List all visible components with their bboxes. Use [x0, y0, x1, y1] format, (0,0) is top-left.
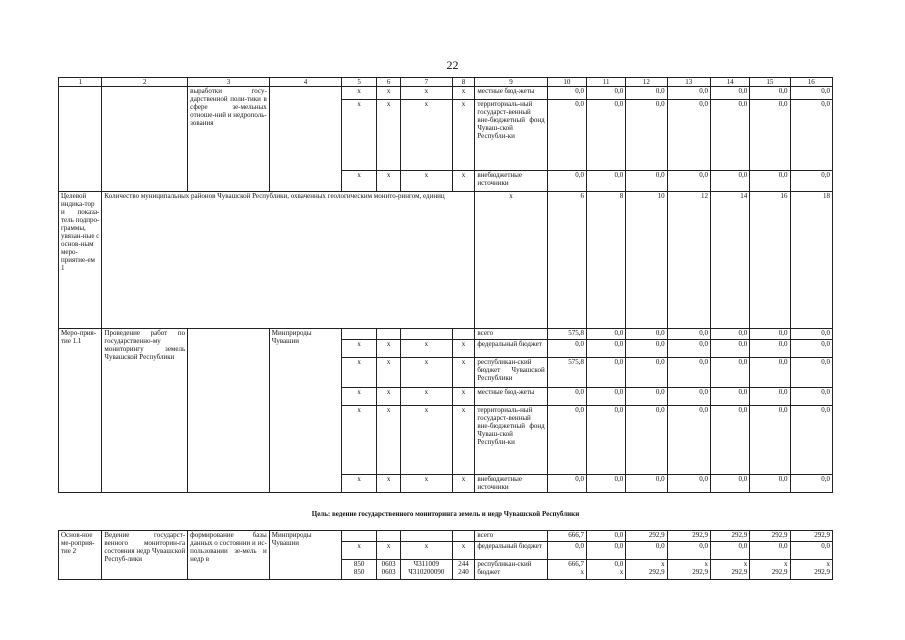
value-cell: 666,7 x	[547, 560, 586, 580]
value-cell: 0,0	[790, 340, 832, 358]
value-cell: 0,0	[710, 475, 749, 493]
value-cell: 0,0	[626, 100, 667, 171]
value-cell: 0,0	[790, 329, 832, 340]
indicator-row	[59, 192, 833, 329]
main-activity-description: формирование базы данных о состоянии и ис-пользовании зе-мель и недр в	[188, 531, 270, 580]
value-cell: 0,0	[750, 87, 790, 100]
value-cell: 0,0	[710, 406, 749, 475]
kbk-cell: 850 850	[342, 560, 377, 580]
column-number: 9	[475, 78, 547, 87]
kbk-cell: x	[401, 542, 453, 560]
value-cell: 0,0	[586, 100, 625, 171]
kbk-cell	[377, 531, 401, 542]
value-cell: 0,0	[710, 171, 749, 192]
value-cell: 0,0	[667, 358, 710, 388]
kbk-cell: x	[401, 388, 453, 406]
kbk-cell	[342, 329, 377, 340]
page-number: 22	[446, 58, 459, 72]
value-cell: 0,0	[750, 406, 790, 475]
value-cell: 0,0	[667, 100, 710, 171]
value-cell: 0,0	[667, 542, 710, 560]
indicator-value: 18	[790, 192, 832, 329]
table-row	[59, 531, 833, 542]
value-cell: x 292,9	[790, 560, 832, 580]
value-cell: 0,0	[626, 87, 667, 100]
value-cell: 0,0	[547, 475, 586, 493]
value-cell: 292,9	[710, 531, 749, 542]
funding-source-cell: территориаль-ный государст-венный вне-бюджетный фонд Чуваш-ской Республи-ки	[475, 100, 547, 171]
measure-title: Проведение работ по государственно-му мониторингу земель Чувашской Республики	[102, 329, 188, 493]
kbk-cell: x	[452, 542, 475, 560]
value-cell: 0,0	[790, 100, 832, 171]
kbk-cell: x	[377, 406, 401, 475]
funding-source-cell: местные бюд-жеты	[475, 87, 547, 100]
kbk-cell	[452, 329, 475, 340]
indicator-value: 12	[667, 192, 710, 329]
value-cell: 0,0	[667, 329, 710, 340]
header-row	[59, 78, 833, 87]
value-cell: 0,0	[750, 542, 790, 560]
empty-cell	[269, 87, 341, 192]
funding-source-cell: территориаль-ный государст-венный вне-бюджетный фонд Чуваш-ской Республи-ки	[475, 406, 547, 475]
value-cell: 0,0	[626, 358, 667, 388]
kbk-cell: Ч311009 Ч310200090	[401, 560, 453, 580]
value-cell: 0,0	[790, 87, 832, 100]
value-cell: x 292,9	[750, 560, 790, 580]
value-cell: 0,0	[790, 475, 832, 493]
kbk-cell: x	[342, 475, 377, 493]
value-cell: 0,0	[667, 475, 710, 493]
kbk-cell: x	[452, 100, 475, 171]
value-cell: 0,0	[626, 406, 667, 475]
value-cell: 0,0	[750, 100, 790, 171]
kbk-cell: x	[377, 100, 401, 171]
kbk-cell: x	[401, 358, 453, 388]
indicator-value: 14	[710, 192, 749, 329]
kbk-cell: x	[401, 340, 453, 358]
value-cell: 0,0	[586, 171, 625, 192]
value-cell: 0,0	[586, 531, 625, 542]
value-cell: 0,0	[667, 388, 710, 406]
value-cell: 575,8	[547, 358, 586, 388]
value-cell: 0,0	[586, 358, 625, 388]
value-cell: 0,0	[586, 406, 625, 475]
column-number: 14	[710, 78, 749, 87]
kbk-cell: x	[377, 340, 401, 358]
kbk-cell: x	[452, 475, 475, 493]
indicator-label: Целевой индика-тор и показа-тель подпро-граммы, увязан-ные с основ-ным меро-приятие-ем 1	[59, 192, 102, 329]
kbk-cell: x	[452, 87, 475, 100]
kbk-cell: x	[342, 171, 377, 192]
kbk-cell: x	[342, 340, 377, 358]
value-cell: 0,0	[750, 171, 790, 192]
column-number: 7	[401, 78, 453, 87]
value-cell: 0,0	[790, 406, 832, 475]
value-cell: x 292,9	[667, 560, 710, 580]
value-cell: 0,0	[790, 388, 832, 406]
value-cell: 292,9	[667, 531, 710, 542]
column-number: 8	[452, 78, 475, 87]
value-cell: 0,0	[750, 358, 790, 388]
value-cell: 0,0	[790, 171, 832, 192]
kbk-cell: x	[342, 542, 377, 560]
kbk-cell: x	[452, 388, 475, 406]
kbk-cell: x	[342, 388, 377, 406]
value-cell: 0,0	[547, 406, 586, 475]
value-cell: 0,0	[547, 388, 586, 406]
value-cell: 0,0	[710, 329, 749, 340]
value-cell: 0,0	[710, 87, 749, 100]
kbk-cell: x	[377, 542, 401, 560]
value-cell: 0,0	[586, 87, 625, 100]
funding-source-cell: внебюджетные источники	[475, 475, 547, 493]
column-number: 12	[626, 78, 667, 87]
kbk-cell: x	[342, 406, 377, 475]
kbk-cell: x	[377, 358, 401, 388]
budget-table	[58, 77, 833, 493]
value-cell: 0,0	[626, 475, 667, 493]
kbk-cell: x	[401, 406, 453, 475]
kbk-cell: x	[452, 406, 475, 475]
funding-source-cell: местные бюд-жеты	[475, 388, 547, 406]
funding-source-cell: всего	[475, 531, 547, 542]
value-cell: 0,0	[710, 340, 749, 358]
column-number: 5	[342, 78, 377, 87]
value-cell: 0,0	[626, 542, 667, 560]
value-cell: 0,0	[790, 358, 832, 388]
empty-cell	[102, 87, 188, 192]
value-cell: 0,0	[586, 340, 625, 358]
budget-table-continued	[58, 530, 833, 580]
table-row	[59, 87, 833, 100]
value-cell: 0,0	[710, 358, 749, 388]
value-cell: 0,0	[667, 340, 710, 358]
indicator-value: 16	[750, 192, 790, 329]
value-cell: 0,0	[586, 329, 625, 340]
value-cell: 292,9	[790, 531, 832, 542]
kbk-cell: x	[401, 87, 453, 100]
column-number: 2	[102, 78, 188, 87]
value-cell: 0,0	[710, 542, 749, 560]
indicator-value: 8	[586, 192, 625, 329]
value-cell: 0,0	[547, 87, 586, 100]
value-cell: 0,0	[626, 329, 667, 340]
value-cell: 0,0	[667, 87, 710, 100]
kbk-cell: 244 240	[452, 560, 475, 580]
kbk-cell: x	[377, 87, 401, 100]
kbk-cell: x	[342, 100, 377, 171]
value-cell: 0,0	[667, 406, 710, 475]
value-cell: 0,0	[547, 171, 586, 192]
kbk-cell	[401, 531, 453, 542]
funding-source-cell: внебюджетные источники	[475, 171, 547, 192]
kbk-cell: x	[401, 171, 453, 192]
funding-source-cell: федеральный бюджет	[475, 340, 547, 358]
kbk-cell: x	[452, 340, 475, 358]
column-number: 13	[667, 78, 710, 87]
executor-cell: Минприроды Чувашии	[269, 329, 341, 493]
indicator-text: Количество муниципальных районов Чувашской Республики, охваченных геологическим монито-рингом, единиц	[102, 192, 475, 329]
column-number: 11	[586, 78, 625, 87]
column-number: 3	[188, 78, 270, 87]
kbk-cell: 0603 0603	[377, 560, 401, 580]
value-cell: 0,0	[547, 542, 586, 560]
value-cell: 0,0	[626, 340, 667, 358]
kbk-cell: x	[342, 87, 377, 100]
funding-source-cell: республикан-ский бюджет Чувашской Республики	[475, 358, 547, 388]
value-cell: 0,0	[586, 542, 625, 560]
value-cell: 0,0	[710, 388, 749, 406]
indicator-value: 10	[626, 192, 667, 329]
value-cell: 666,7	[547, 531, 586, 542]
value-cell: 0,0	[667, 171, 710, 192]
value-cell: 0,0	[586, 388, 625, 406]
value-cell: 0,0	[626, 171, 667, 192]
value-cell: 0,0	[626, 388, 667, 406]
value-cell: 292,9	[750, 531, 790, 542]
column-number: 4	[269, 78, 341, 87]
kbk-cell: x	[452, 171, 475, 192]
column-number: 6	[377, 78, 401, 87]
value-cell: 0,0	[547, 100, 586, 171]
column-number: 1	[59, 78, 102, 87]
value-cell: 0,0	[750, 475, 790, 493]
column-number: 15	[750, 78, 790, 87]
funding-source-cell: республикан-ский бюджет	[475, 560, 547, 580]
value-cell: x 292,9	[710, 560, 749, 580]
kbk-cell	[401, 329, 453, 340]
main-activity-label: Основ-ное ме-роприя-тие 2	[59, 531, 102, 580]
column-number: 10	[547, 78, 586, 87]
value-cell: 0,0 x	[586, 560, 625, 580]
measure-label: Меро-прия-тие 1.1	[59, 329, 102, 493]
kbk-cell: x	[401, 475, 453, 493]
executor-cell: Минприроды Чувашии	[269, 531, 341, 580]
indicator-mark: x	[475, 192, 547, 329]
indicator-value: 6	[547, 192, 586, 329]
kbk-cell: x	[377, 388, 401, 406]
value-cell: 575,8	[547, 329, 586, 340]
empty-cell	[188, 329, 270, 493]
kbk-cell	[377, 329, 401, 340]
value-cell: 0,0	[750, 388, 790, 406]
value-cell: 292,9	[626, 531, 667, 542]
value-cell: 0,0	[586, 475, 625, 493]
goal-heading: Цель: ведение государственного мониторинга земель и недр Чувашской Республики	[311, 510, 580, 518]
main-activity-title: Ведение государст-венного мониторин-га состояния недр Чувашской Респуб-лики	[102, 531, 188, 580]
empty-cell	[59, 87, 102, 192]
kbk-cell: x	[401, 100, 453, 171]
table-row	[59, 329, 833, 340]
description-cell: выработки госу-дарственной поли-тики в сфере зе-мельных отноше-ний и недрополь-зования	[188, 87, 270, 192]
kbk-cell	[452, 531, 475, 542]
kbk-cell: x	[377, 171, 401, 192]
kbk-cell: x	[342, 358, 377, 388]
value-cell: 0,0	[750, 340, 790, 358]
kbk-cell: x	[377, 475, 401, 493]
column-number: 16	[790, 78, 832, 87]
funding-source-cell: федеральный бюджет	[475, 542, 547, 560]
kbk-cell: x	[452, 358, 475, 388]
value-cell: 0,0	[750, 329, 790, 340]
value-cell: x 292,9	[626, 560, 667, 580]
value-cell: 0,0	[710, 100, 749, 171]
kbk-cell	[342, 531, 377, 542]
value-cell: 0,0	[790, 542, 832, 560]
funding-source-cell: всего	[475, 329, 547, 340]
value-cell: 0,0	[547, 340, 586, 358]
